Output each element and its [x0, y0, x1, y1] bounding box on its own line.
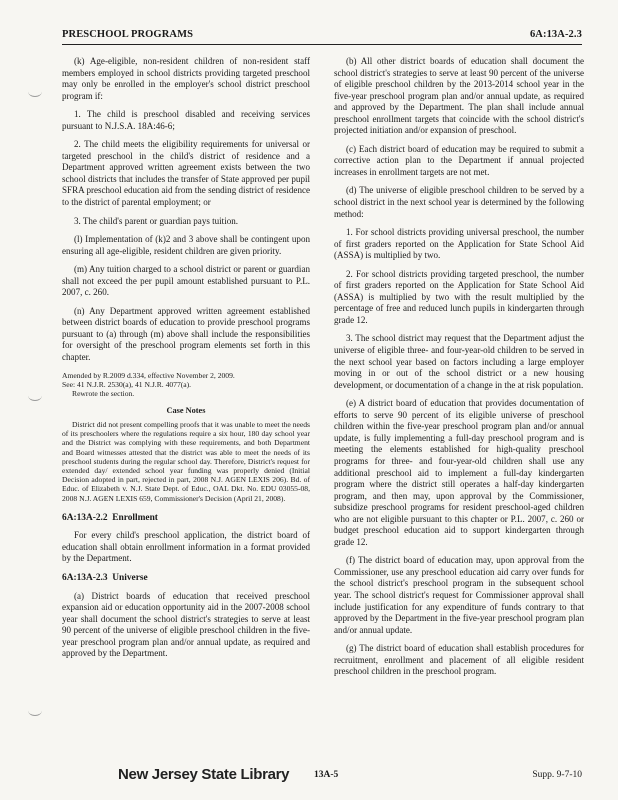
running-header [62, 28, 582, 45]
paragraph-d2: 2. For school districts providing targeted preschool, the number of first graders reported on the Application for State School Aid (ASSA) is multiplied by two with the result multiplied by the percentage of free and reduced lunch pupils in kindergarten through grade 12. [334, 268, 584, 325]
library-stamp: New Jersey State Library [118, 766, 290, 783]
margin-mark [28, 86, 42, 97]
supplement-date: Supp. 9-7-10 [532, 770, 582, 780]
header-title: PRESCHOOL PROGRAMS [62, 29, 194, 40]
paragraph-c: (c) Each district board of education may be required to submit a corrective action plan to the Department if annual projected increases in enrollment targets are not met. [334, 143, 584, 177]
paragraph-m: (m) Any tuition charged to a school district or parent or guardian shall not exceed the per pupil amount established pursuant to P.L. 2007, c. 260. [62, 264, 310, 298]
paragraph-k1: 1. The child is preschool disabled and receiving services pursuant to N.J.S.A. 18A:46-6; [62, 109, 310, 131]
paragraph-e: (e) A district board of education that provides documentation of efforts to serve 90 percent of its eligible universe of preschool children within the five-year preschool program plan and/or annual update, is fully implementing a full-day preschool program and is meeting the elements established for high-quality preschool programs for three- and four-year-old children shall use any additional preschool aid to implement a full-day kindergarten program where the district still operates a half-day kindergarten program, and then may, upon approval by the Commissioner, subsidize preschool programs for resident preschool-aged children who are not eligible pursuant to this chapter or P.L. 2007, c. 260 or budget preschool education aid to support kindergarten through grade 12. [334, 398, 584, 547]
page-footer [62, 768, 582, 788]
paragraph-a: (a) District boards of education that received preschool expansion aid or education opportunity aid in the 2007-2008 school year shall document the school district's strategies to serve at least 90 percent of the universe of eligible preschool children in the five-year preschool program plan and/or annual update, as required and approved by the Department. [62, 590, 310, 659]
margin-mark [28, 390, 42, 401]
section-number: 6A:13A-2.3 [62, 573, 108, 584]
section-number: 6A:13A-2.2 [62, 512, 108, 523]
page-number: 13A-5 [314, 770, 339, 780]
case-notes-heading: Case Notes [166, 406, 206, 416]
amendment-line: Rewrote the section. [72, 389, 135, 399]
amendment-note [62, 371, 310, 399]
section-heading-enrollment [62, 513, 310, 525]
paragraph-d1: 1. For school districts providing universal preschool, the number of first graders reported on the Application for State School Aid (ASSA) is multiplied by two. [334, 227, 584, 261]
amendment-line: See: 41 N.J.R. 2530(a), 41 N.J.R. 4077(a). [62, 379, 192, 389]
amendment-line: Amended by R.2009 d.334, effective November 2, 2009. [62, 370, 235, 380]
section-title: Universe [112, 573, 148, 584]
section-heading-universe [62, 573, 310, 585]
section-title: Enrollment [112, 512, 158, 523]
right-column [334, 56, 584, 685]
paragraph-g: (g) The district board of education shall establish procedures for recruitment, enrollment and placement of all eligible resident preschool children in the preschool program. [334, 643, 584, 677]
case-notes-text: District did not present compelling proofs that it was unable to meet the needs of its preschoolers where the regulations require a six hour, 180 day school year and the District was complying with these requirements, and both Department and Board witnesses attested that the district was able to meet the needs of its preschool students during the regular school day. Therefore, District's request for extended day/ extended school year funding was properly denied (Initial Decision adopted in part, rejected in part, 2008 N.J. AGEN LEXIS 206). Bd. of Educ. of Elizabeth v. N.J. State Dept. of Educ., OAL Dkt. No. EDU 03055-08, 2008 N.J. AGEN LEXIS 659, Commissioner's Decision (April 21, 2008). [62, 420, 310, 503]
paragraph-n: (n) Any Department approved written agreement established between district boards of education to provide preschool programs pursuant to (a) through (m) above shall include the responsibilities for oversight of the preschool program elements set forth in this chapter. [62, 305, 310, 363]
margin-mark [28, 705, 42, 716]
paragraph-f: (f) The district board of education may, upon approval from the Commissioner, use any preschool education aid carry over funds for the school district's preschool program in the subsequent school year. The school district's request for Commissioner approval shall include justification for any expenditure of funds contrary to that approved by the Department in the five-year preschool program plan and/or annual update. [334, 555, 584, 635]
paragraph-k: (k) Age-eligible, non-resident children of non-resident staff members employed in school districts providing targeted preschool may only be enrolled in the employer's school district preschool program if: [62, 56, 310, 101]
paragraph-b: (b) All other district boards of education shall document the school district's strategies to serve at least 90 percent of the universe of eligible preschool children by the 2013-2014 school year in the five-year preschool program plan and/or annual update, as required and approved by the Department. The plan shall include annual preschool enrollment targets that coincide with the school district's projected initiation and/or expansion of preschool. [334, 56, 584, 136]
paragraph-d3: 3. The school district may request that the Department adjust the universe of eligible three- and four-year-old children to be served in the next school year based on factors including a large employer moving in or out of the school district or a new housing development, or documentation of a change in the at risk population. [334, 333, 584, 390]
paragraph-k2: 2. The child meets the eligibility requirements for universal or targeted preschool in the child's district of residence and a Department approved written agreement exists between the two school districts that includes the transfer of State approved per pupil SFRA preschool education aid from the sending district of residence to the district of parental employment; or [62, 139, 310, 208]
paragraph-enrollment: For every child's preschool application, the district board of education shall obtain enrollment information in a format provided by the Department. [62, 530, 310, 564]
paragraph-d: (d) The universe of eligible preschool children to be served by a school district in the next school year is determined by the following method: [334, 185, 584, 219]
paragraph-l: (l) Implementation of (k)2 and 3 above shall be contingent upon ensuring all age-eligible, resident children are given priority. [62, 234, 310, 256]
paragraph-k3: 3. The child's parent or guardian pays tuition. [74, 215, 239, 226]
left-column [62, 56, 310, 667]
header-section-code: 6A:13A-2.3 [529, 29, 582, 40]
